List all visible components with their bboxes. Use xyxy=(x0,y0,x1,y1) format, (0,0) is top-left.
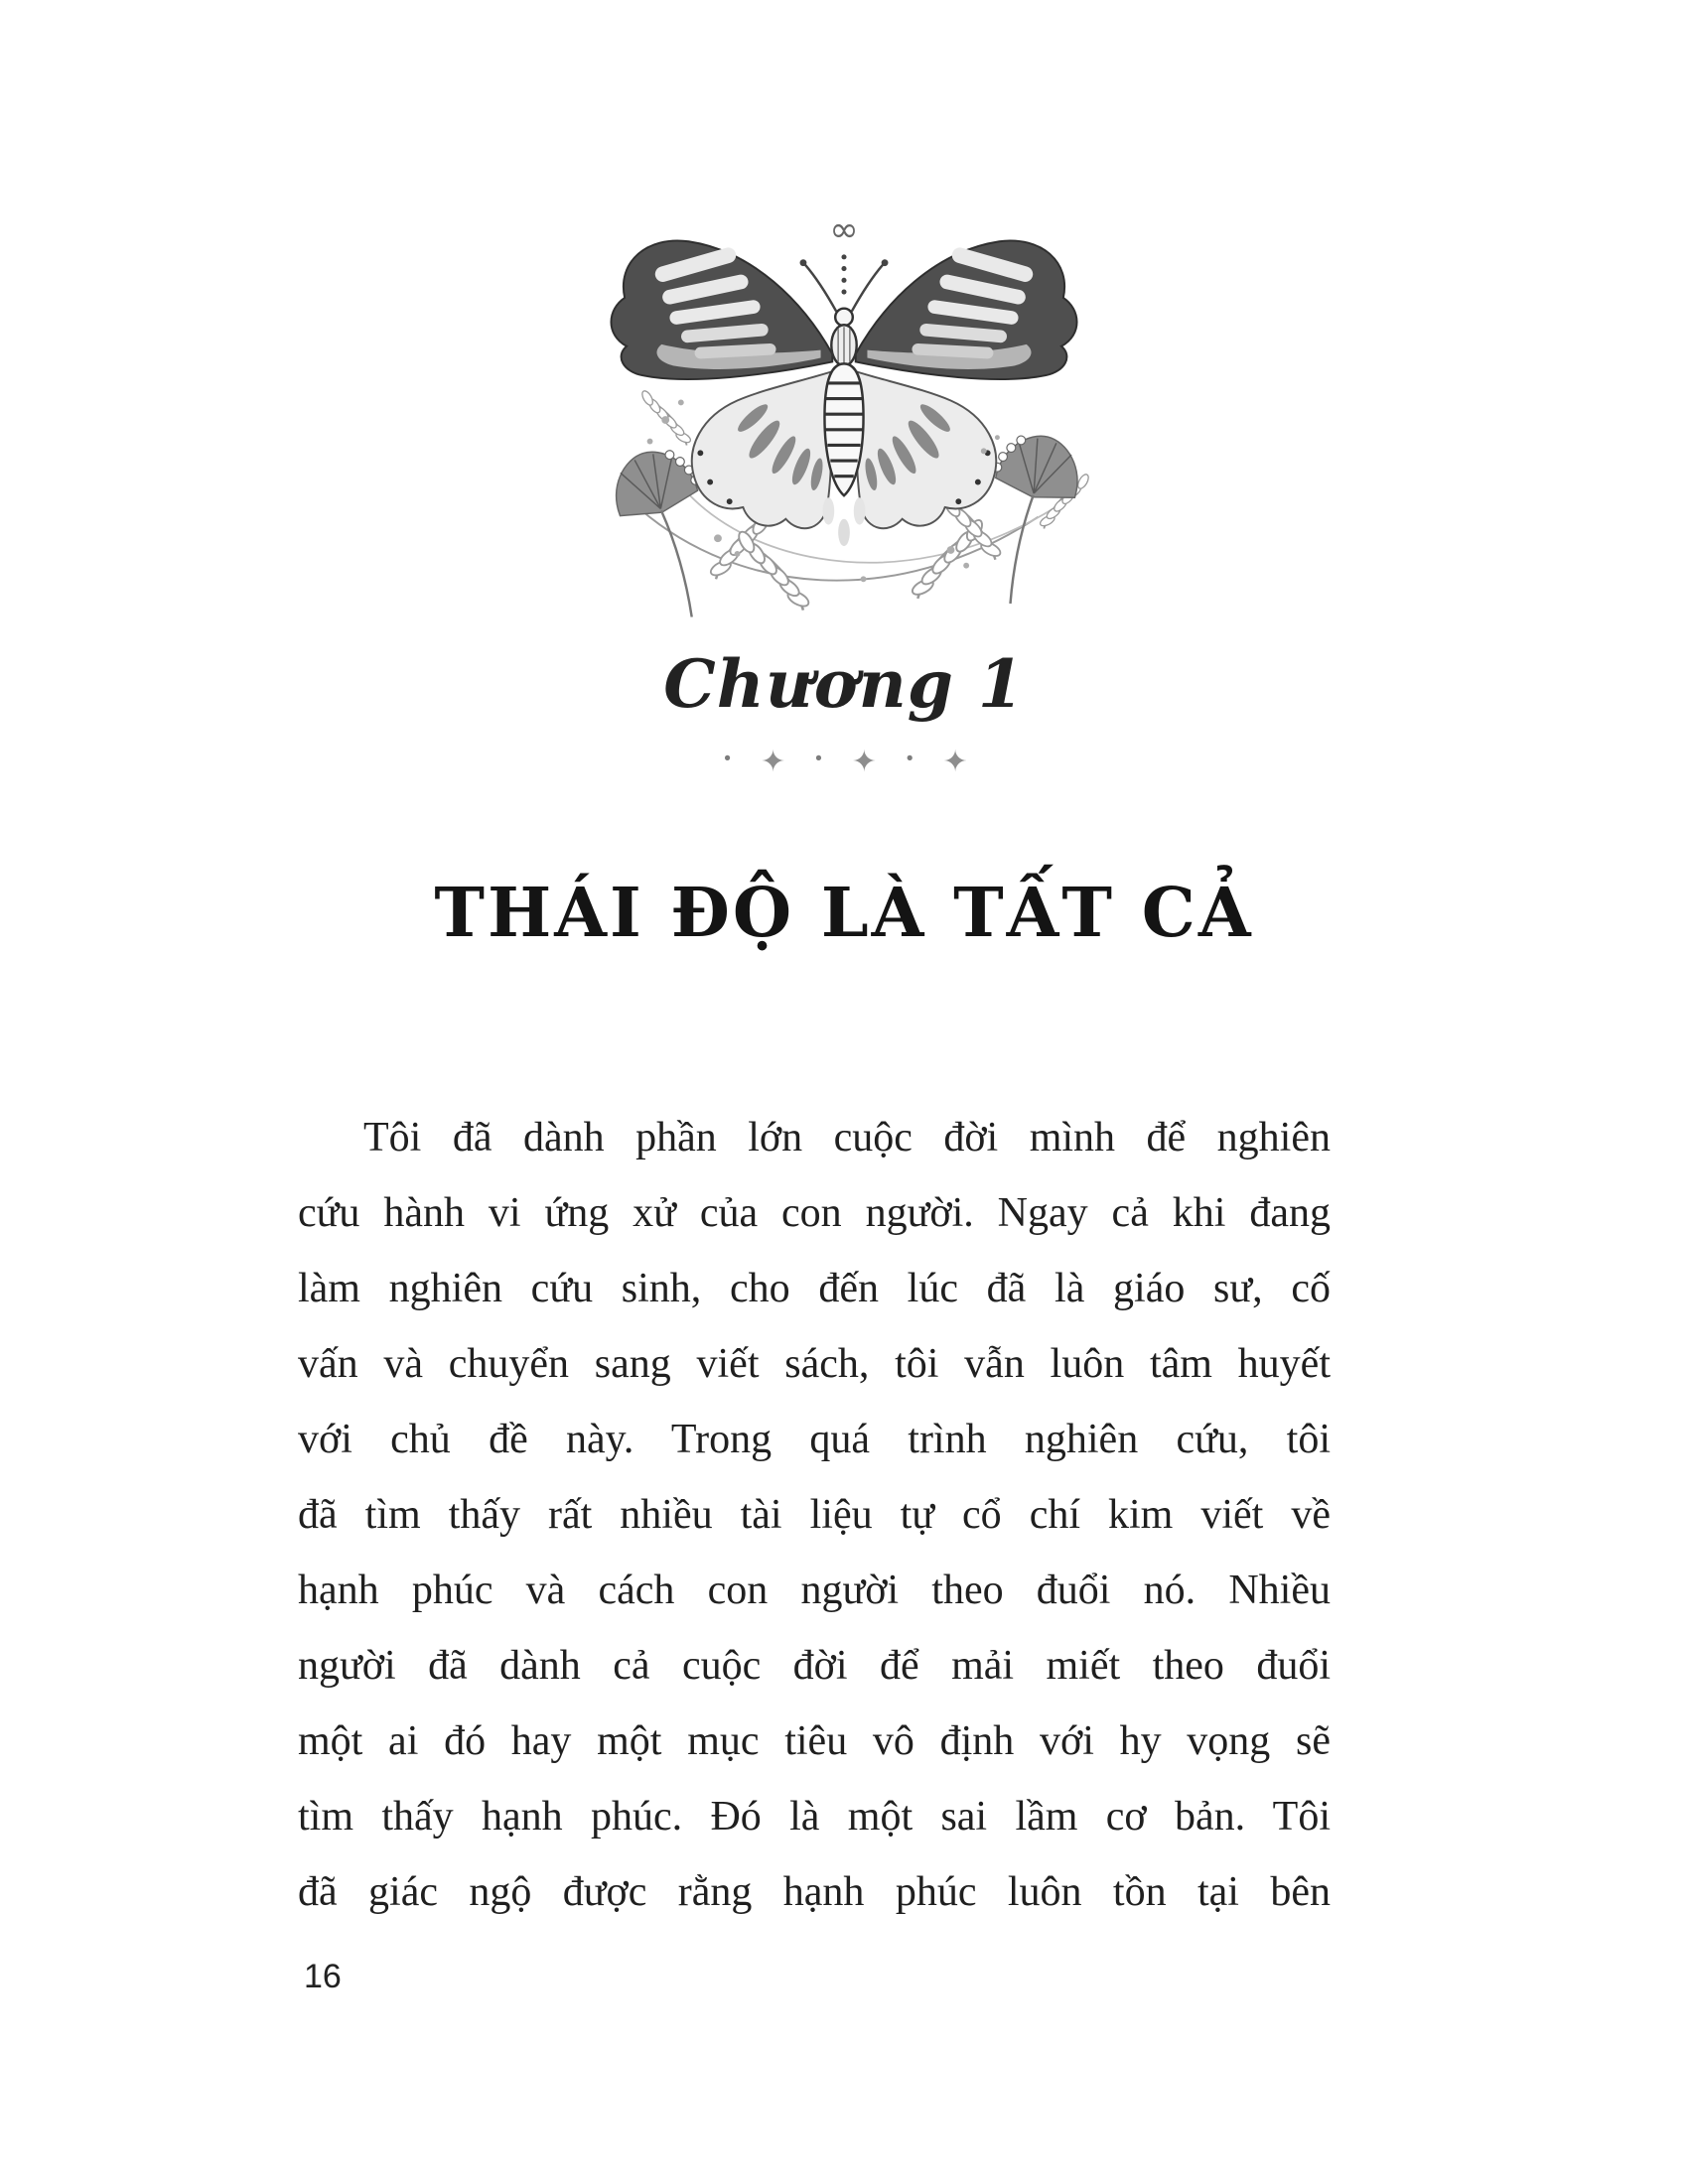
body-line: hạnh phúc và cách con người theo đuổi nó. Nhiều xyxy=(298,1568,1331,1613)
body-line: một ai đó hay một mục tiêu vô định với hy vọng sẽ xyxy=(298,1718,1331,1764)
svg-text:∞: ∞ xyxy=(829,209,859,251)
body-line: cứu hành vi ứng xử của con người. Ngay cả khi đang xyxy=(298,1190,1331,1236)
body-line: tìm thấy hạnh phúc. Đó là một sai lầm cơ bản. Tôi xyxy=(298,1794,1331,1840)
butterfly-illustration xyxy=(571,208,1117,635)
divider-dot: · xyxy=(811,734,826,782)
page-title: THÁI ĐỘ LÀ TẤT CẢ xyxy=(434,873,1254,953)
page-number: 16 xyxy=(304,1958,342,1995)
body-line: người đã dành cả cuộc đời để mải miết theo đuổi xyxy=(298,1643,1331,1689)
sparkle-divider xyxy=(0,734,1688,784)
chapter-label: Chương 1 xyxy=(663,645,1025,723)
body-line: đã tìm thấy rất nhiều tài liệu tự cổ chí kim viết về xyxy=(298,1492,1331,1538)
body-paragraph xyxy=(298,1100,1331,1930)
sparkle-star-icon: ✦ xyxy=(942,746,968,778)
divider-dot: · xyxy=(720,734,735,782)
body-line: đã giác ngộ được rằng hạnh phúc luôn tồn tại bên xyxy=(298,1869,1331,1915)
body-line: với chủ đề này. Trong quá trình nghiên cứu, tôi xyxy=(298,1417,1331,1462)
sparkle-star-icon: ✦ xyxy=(760,746,786,778)
body-line: vấn và chuyển sang viết sách, tôi vẫn luôn tâm huyết xyxy=(298,1341,1331,1387)
divider-dot: · xyxy=(902,734,917,782)
body-line: làm nghiên cứu sinh, cho đến lúc đã là giáo sư, cố xyxy=(298,1266,1331,1311)
butterfly-icon xyxy=(571,208,1117,635)
sparkle-star-icon: ✦ xyxy=(851,746,877,778)
body-line: Tôi đã dành phần lớn cuộc đời mình để nghiên xyxy=(363,1115,1331,1160)
